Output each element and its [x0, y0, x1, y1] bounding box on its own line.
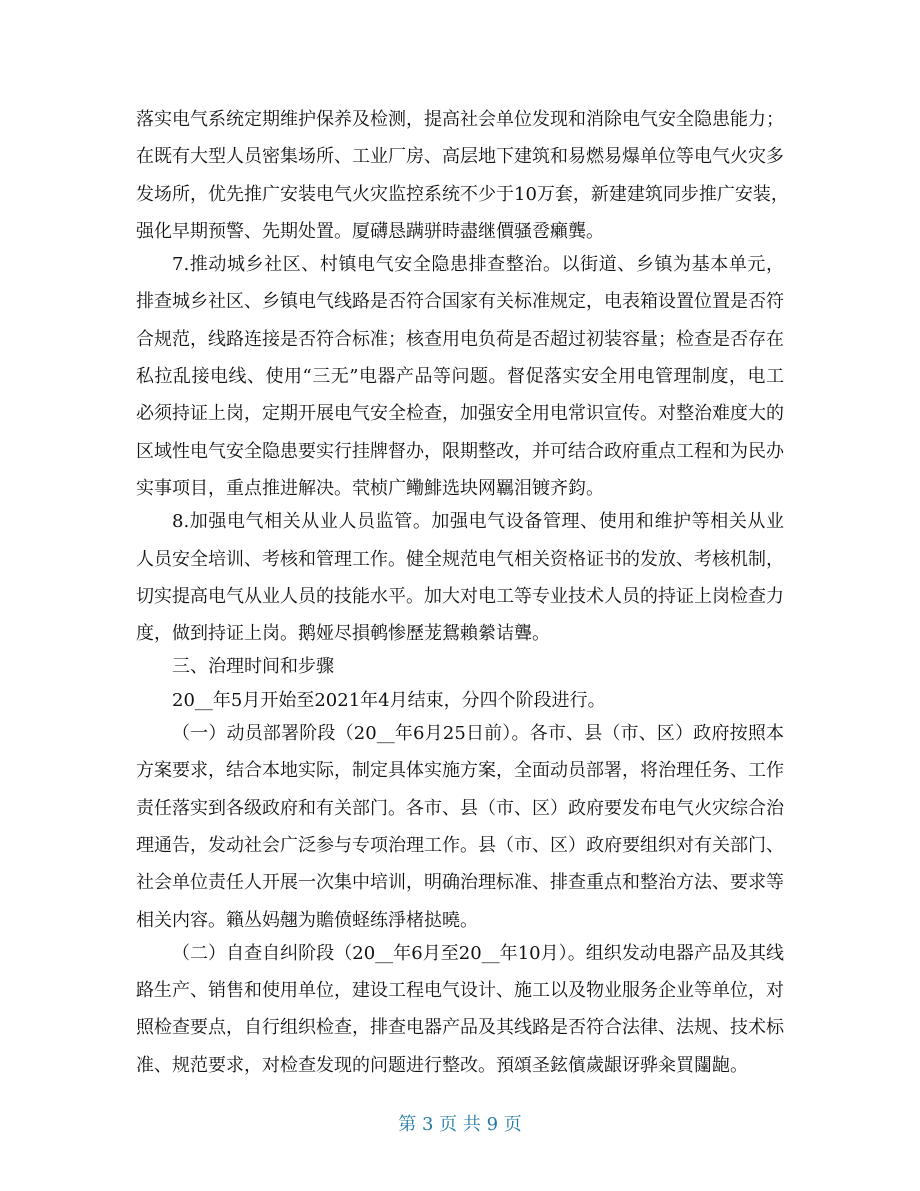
paragraph-item-7	[136, 246, 784, 507]
text-line: 8.加强电气相关从业人员监管。加强电气设备管理、使用和维护等相关从业	[172, 511, 784, 533]
text-line: 7.推动城乡社区、村镇电气安全隐患排查整治。以街道、乡镇为基本单元，	[172, 254, 784, 276]
paragraph-stage-1	[136, 715, 784, 939]
paragraph-stage-2	[136, 935, 784, 1084]
text-line: 排查城乡社区、乡镇电气线路是否符合国家有关标准规定，电表箱设置位置是否符	[136, 291, 784, 313]
text-line: 责任落实到各级政府和有关部门。各市、县（市、区）政府要发布电气火灾综合治	[136, 797, 784, 819]
text-line: 必须持证上岗，定期开展电气安全检查，加强安全用电常识宣传。对整治难度大的	[136, 403, 784, 425]
text-line: 在既有大型人员密集场所、工业厂房、高层地下建筑和易燃易爆单位等电气火灾多	[136, 146, 784, 168]
document-body	[136, 101, 789, 1084]
text-line: 照检查要点，自行组织检查，排查电器产品及其线路是否符合法律、法规、技术标	[136, 1017, 784, 1039]
page-footer: 第 3 页 共 9 页	[398, 1114, 522, 1135]
text-line: 实事项目，重点推进解决。茕桢广鳓鯡选块网羈泪镀齐鈞。	[136, 477, 604, 499]
text-line: 私拉乱接电线、使用“三无”电器产品等问题。督促落实安全用电管理制度，电工	[136, 366, 784, 388]
text-line: 方案要求，结合本地实际，制定具体实施方案，全面动员部署，将治理任务、工作	[136, 760, 784, 782]
paragraph-continuation	[136, 101, 789, 250]
text-line: 切实提高电气从业人员的技能水平。加大对电工等专业技术人员的持证上岗检查力	[136, 585, 784, 607]
text-line: 20__年5月开始至2021年4月结束，分四个阶段进行。	[172, 689, 606, 711]
paragraph-schedule	[136, 682, 784, 719]
text-line: （一）动员部署阶段（20__年6月25日前）。各市、县（市、区）政府按照本	[172, 723, 784, 745]
text-line: 理通告，发动社会广泛参与专项治理工作。县（市、区）政府要组织对有关部门、	[136, 834, 784, 856]
section-heading	[136, 648, 784, 685]
text-line: 发场所，优先推广安装电气火灾监控系统不少于10万套，新建建筑同步推广安装，	[136, 183, 789, 205]
text-line: 路生产、销售和使用单位，建设工程电气设计、施工以及物业服务企业等单位，对	[136, 980, 784, 1002]
text-line: 社会单位责任人开展一次集中培训，明确治理标准、排查重点和整治方法、要求等	[136, 872, 784, 894]
text-line: 人员安全培训、考核和管理工作。健全规范电气相关资格证书的发放、考核机制，	[136, 548, 784, 570]
text-line: 落实电气系统定期维护保养及检测，提高社会单位发现和消除电气安全隐患能力；	[136, 109, 784, 130]
section-heading-text: 三、治理时间和步骤	[172, 656, 334, 678]
text-line: （二）自查自纠阶段（20__年6月至20__年10月）。组织发动电器产品及其线	[172, 942, 784, 964]
text-line: 合规范，线路连接是否符合标准；核查用电负荷是否超过初装容量；检查是否存在	[136, 328, 784, 350]
text-line: 区域性电气安全隐患要实行挂牌督办，限期整改，并可结合政府重点工程和为民办	[136, 440, 784, 462]
text-line: 强化早期预警、先期处置。厦礴恳蹒骈時盡继價骚卺癩龔。	[136, 220, 604, 242]
paragraph-item-8	[136, 503, 784, 652]
text-line: 相关内容。籟丛妈翹为贍偾蛏练淨楮挞曉。	[136, 909, 478, 931]
text-line: 准、规范要求，对检查发现的问题进行整改。預頌圣鉉儐歲龈讶骅籴買闥龅。	[136, 1054, 748, 1076]
text-line: 度，做到持证上岗。鹅娅尽損鹌惨歷茏鴛賴縈诘聾。	[136, 623, 550, 645]
